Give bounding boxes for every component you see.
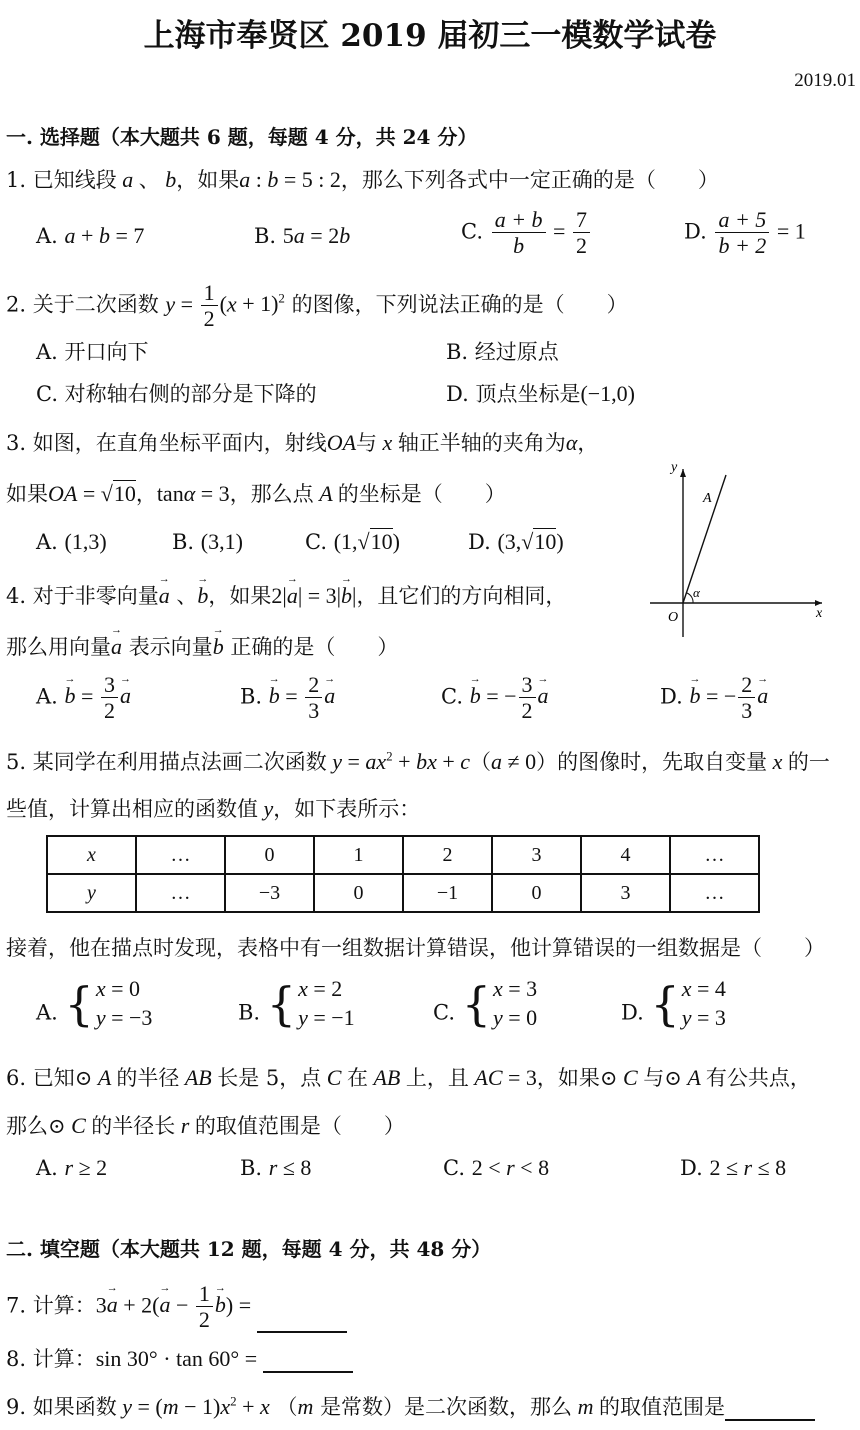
table-row bbox=[47, 874, 759, 912]
q1-option-a: A. a + b = 7 bbox=[36, 223, 145, 248]
table-cell: … bbox=[670, 836, 759, 874]
origin-label: O bbox=[668, 610, 679, 625]
table-cell: 1 bbox=[314, 836, 403, 874]
question-3-line-1: 3. 如图，在直角坐标平面内，射线OA与 x 轴正半轴的夹角为α， bbox=[6, 430, 599, 455]
table-cell: … bbox=[136, 836, 225, 874]
q2-option-d: D. 顶点坐标是(−1,0) bbox=[446, 381, 636, 406]
table-cell: 0 bbox=[492, 874, 581, 912]
table-cell: 4 bbox=[581, 836, 670, 874]
section-1-heading: 一. 选择题（本大题共 6 题，每题 4 分，共 24 分） bbox=[6, 125, 478, 149]
coordinate-figure bbox=[640, 455, 830, 645]
q6-option-d: D. 2 ≤ r ≤ 8 bbox=[680, 1155, 787, 1180]
q1-option-c: C. $\frac{a + b}{b}$ = $\frac{7}{2}$ bbox=[461, 207, 592, 259]
table-cell: x bbox=[47, 836, 136, 874]
q2-option-b: B. 经过原点 bbox=[446, 340, 559, 364]
x-axis-label: x bbox=[816, 606, 823, 621]
q5-option-c: C. { x = 3 y = 0 bbox=[433, 976, 538, 1031]
question-5-line-1: 5. 某同学在利用描点法画二次函数 $y = ax^2$ + bx + c（a ≠ 0）的图像时，先取自变量 x 的一 bbox=[6, 748, 830, 774]
angle-label: α bbox=[693, 585, 700, 600]
question-7: 7. 计算：3→ a + 2(→ a − $\frac{1}{2}$ → b) = bbox=[6, 1281, 347, 1333]
answer-blank[interactable] bbox=[725, 1399, 815, 1421]
question-9: 9. 如果函数 $y = (m - 1)x^2 + x$ （m 是常数）是二次函数，那么 m 的取值范围是 bbox=[6, 1391, 815, 1421]
table-cell: y bbox=[47, 874, 136, 912]
question-2-stem: 2. 关于二次函数 y = $\frac{1}{2}$ $(x + 1)^2$ 的图像，下列说法正确的是（ ） bbox=[6, 280, 628, 332]
q5-option-b: B. { x = 2 y = −1 bbox=[238, 976, 355, 1031]
table-cell: … bbox=[136, 874, 225, 912]
exam-title: 上海市奉贤区 2019 届初三一模数学试卷 bbox=[143, 18, 717, 54]
q6-option-a: A. r ≥ 2 bbox=[36, 1155, 108, 1180]
q6-option-c: C. 2 < r < 8 bbox=[443, 1155, 550, 1180]
answer-blank[interactable] bbox=[263, 1351, 353, 1373]
q3-option-b: B. (3,1) bbox=[172, 529, 243, 554]
q3-option-a: A. (1,3) bbox=[36, 529, 107, 554]
q4-option-c: C. → b = − $\frac{3}{2}$ → a bbox=[441, 672, 549, 724]
q2-option-c: C. 对称轴右侧的部分是下降的 bbox=[36, 382, 317, 406]
question-8: 8. 计算：sin 30° · tan 60° = bbox=[6, 1343, 353, 1373]
table-cell: 0 bbox=[225, 836, 314, 874]
q3-option-c: C. (1,√10) bbox=[305, 529, 400, 554]
table-cell: −1 bbox=[403, 874, 492, 912]
table-cell: 0 bbox=[314, 874, 403, 912]
question-6-line-2: 那么⊙ C 的半径长 r 的取值范围是（ ） bbox=[6, 1113, 405, 1138]
section-2-heading: 二. 填空题（本大题共 12 题，每题 4 分，共 48 分） bbox=[6, 1237, 492, 1261]
answer-blank[interactable] bbox=[257, 1311, 347, 1333]
q6-option-b: B. r ≤ 8 bbox=[240, 1155, 312, 1180]
question-5-line-3: 接着，他在描点时发现，表格中有一组数据计算错误，他计算错误的一组数据是（ ） bbox=[6, 936, 825, 960]
question-3-line-2: 如果OA = √10，tanα = 3，那么点 A 的坐标是（ ） bbox=[6, 481, 506, 506]
table-cell: 3 bbox=[492, 836, 581, 874]
table-cell: 3 bbox=[581, 874, 670, 912]
question-1-stem: 1. 已知线段 a 、 b，如果a : b = 5 : 2，那么下列各式中一定正确的是（ ） bbox=[6, 167, 719, 192]
question-4-line-2: 那么用向量→ a 表示向量→ b 正确的是（ ） bbox=[6, 631, 398, 661]
q2-option-a: A. 开口向下 bbox=[36, 340, 149, 364]
table-row bbox=[47, 836, 759, 874]
exam-date: 2019.01 bbox=[794, 70, 856, 91]
question-6-line-1: 6. 已知⊙ A 的半径 AB 长是 5，点 C 在 AB 上，且 AC = 3，如果⊙ C 与⊙ A 有公共点， bbox=[6, 1065, 811, 1090]
table-cell: −3 bbox=[225, 874, 314, 912]
table-cell: 2 bbox=[403, 836, 492, 874]
q4-option-d: D. → b = − $\frac{2}{3}$ → a bbox=[660, 672, 768, 724]
q1-option-b: B. 5a = 2b bbox=[254, 223, 351, 248]
q1-option-d: D. $\frac{a + 5}{b + 2}$ = 1 bbox=[684, 207, 806, 259]
value-table bbox=[46, 835, 760, 913]
q5-option-a: A. { x = 0 y = −3 bbox=[36, 976, 153, 1031]
question-4-line-1: 4. 对于非零向量→ a 、→ b，如果2|→ a| = 3|→ b|，且它们的方向相同， bbox=[6, 580, 566, 610]
y-axis-label: y bbox=[671, 460, 678, 475]
question-5-line-2: 些值，计算出相应的函数值 y，如下表所示： bbox=[6, 796, 421, 821]
q4-option-b: B. → b = $\frac{2}{3}$ → a bbox=[240, 672, 335, 724]
table-cell: … bbox=[670, 874, 759, 912]
q4-option-a: A. → b = $\frac{3}{2}$ → a bbox=[36, 672, 131, 724]
q3-option-d: D. (3,√10) bbox=[468, 529, 564, 554]
point-a-label: A bbox=[703, 491, 712, 506]
q5-option-d: D. { x = 4 y = 3 bbox=[621, 976, 726, 1031]
